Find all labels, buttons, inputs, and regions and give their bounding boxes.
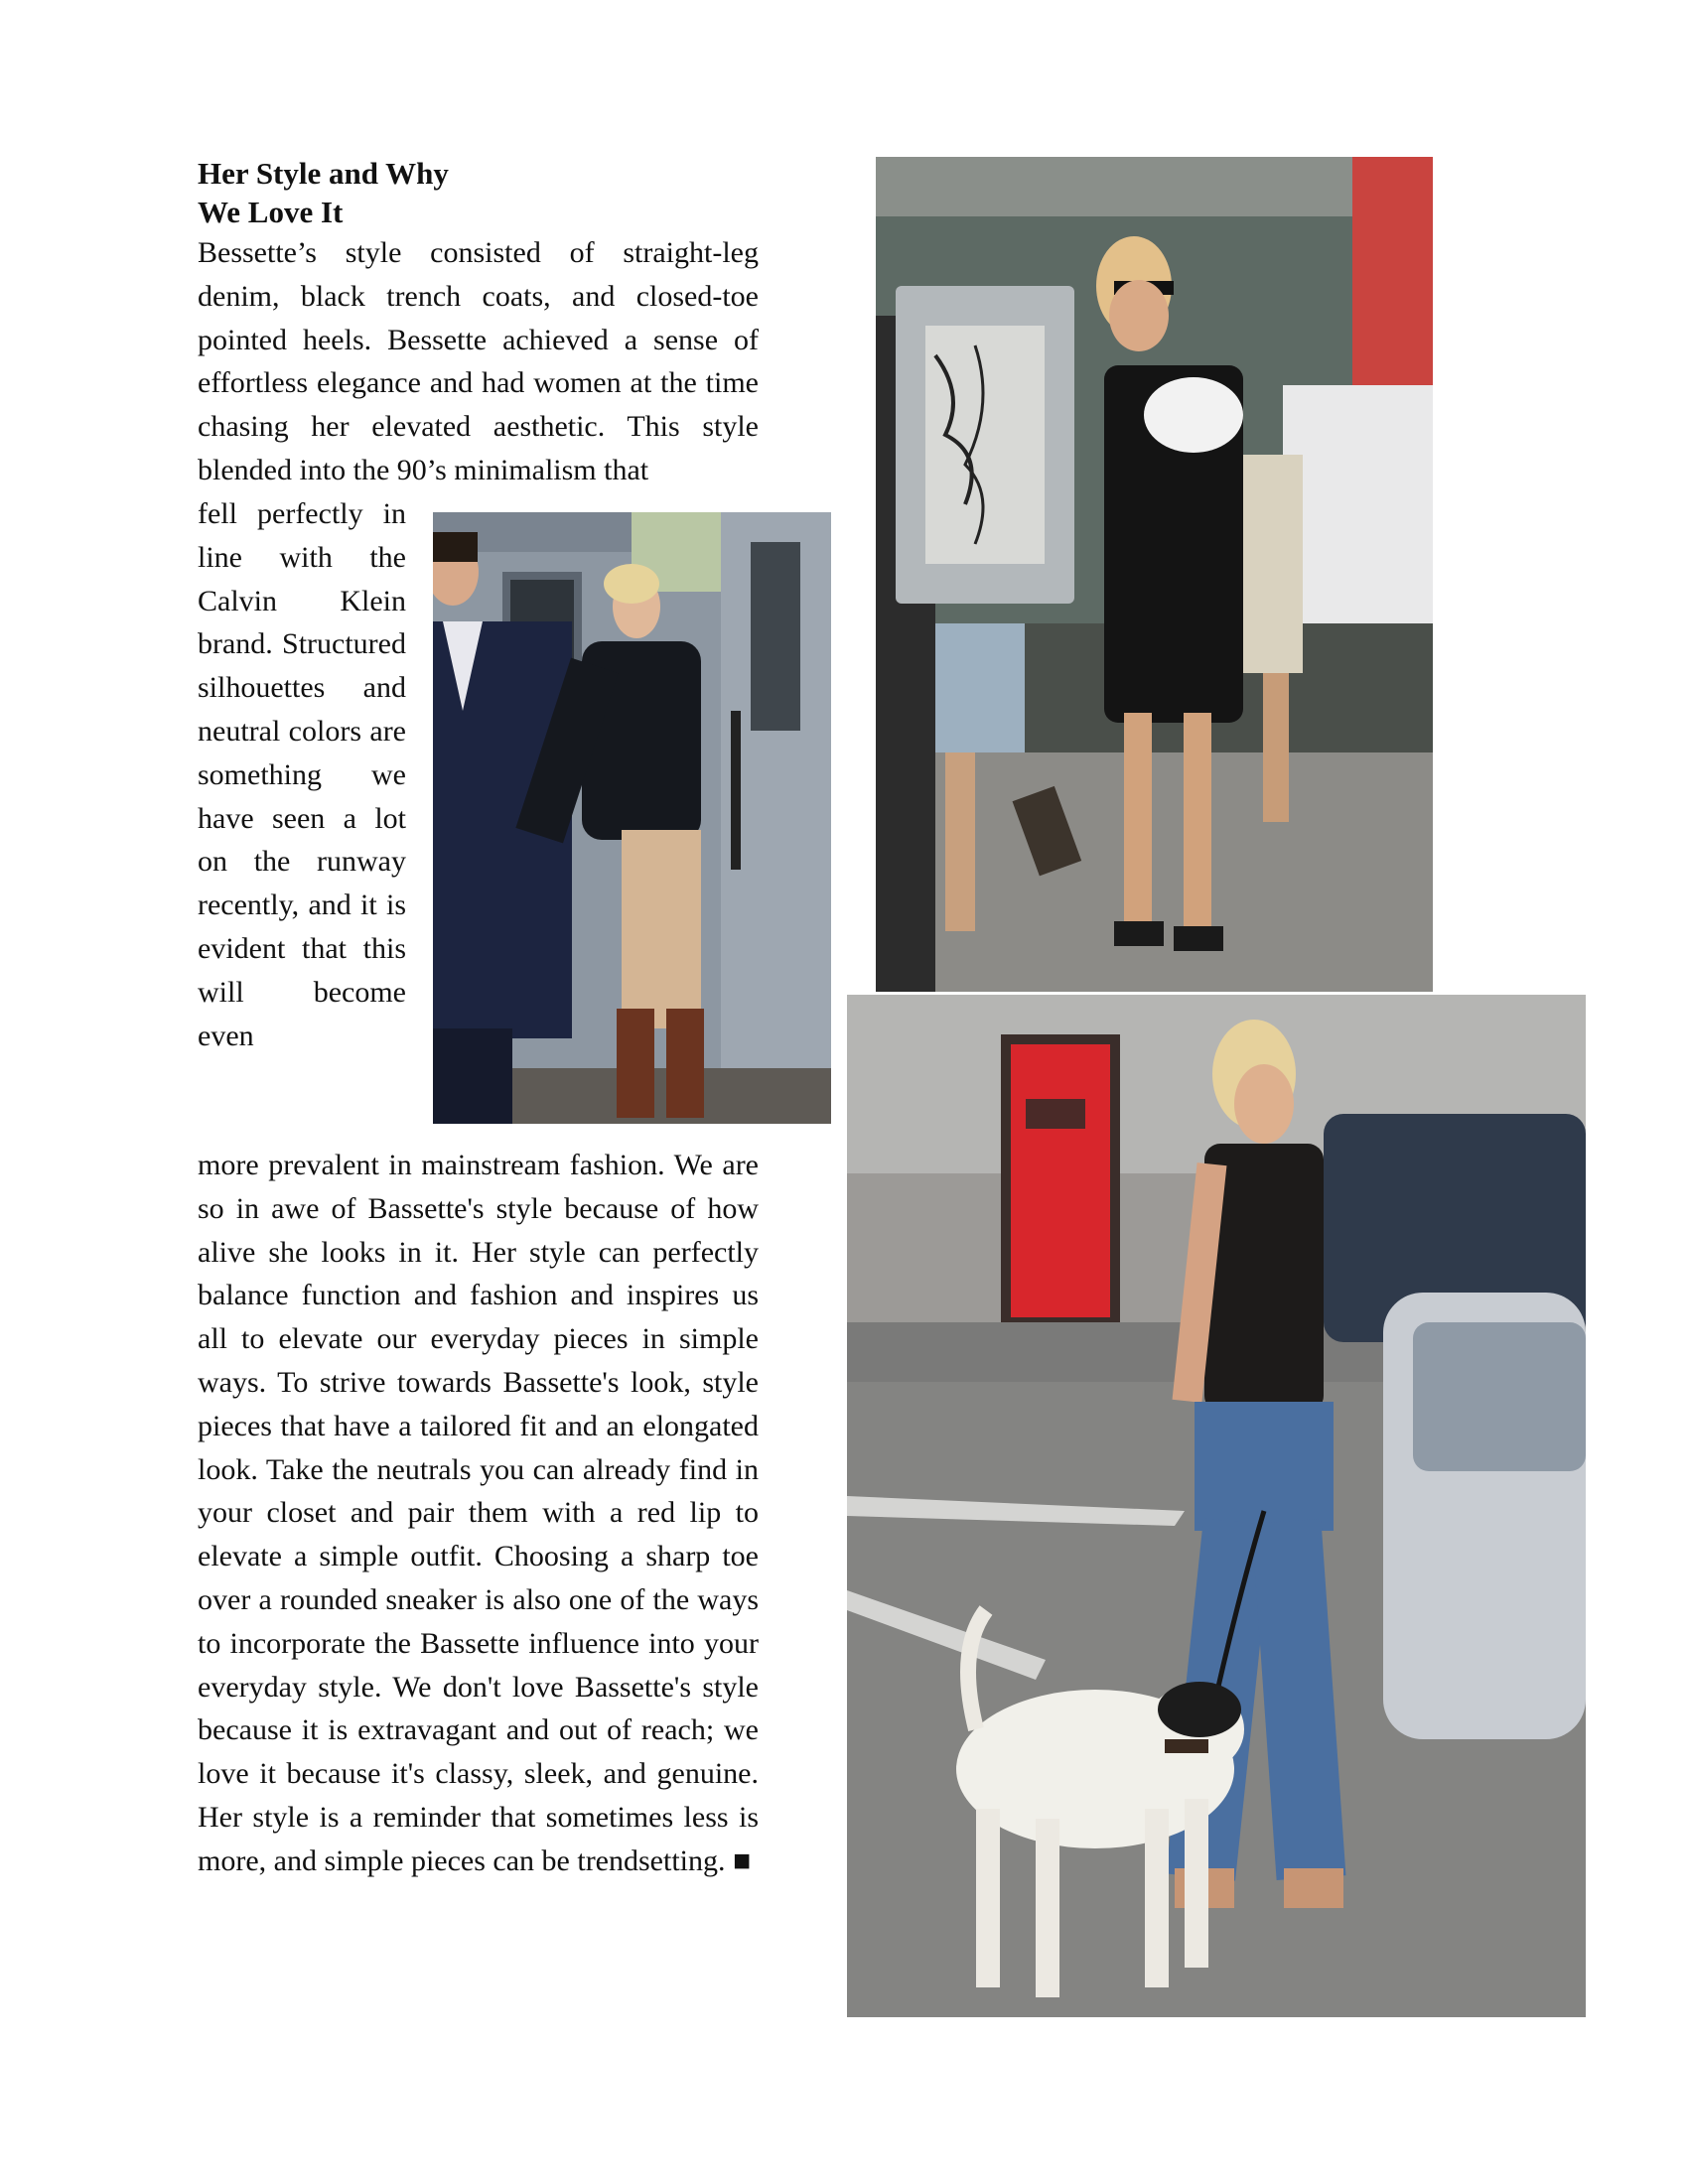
heading-line-2: We Love It xyxy=(198,195,344,229)
heading-line-1: Her Style and Why xyxy=(198,156,449,191)
intro-paragraph xyxy=(198,231,759,492)
photo-payphone-street xyxy=(876,157,1433,992)
intro-text: Bessette’s style consisted of straight-leg denim, black trench coats, and closed-toe pointed heels. Bessette achieved a sense of effortless elegance and had women at the time chasing her elevated aesthetic. This style blended into the 90’s minimalism that xyxy=(198,236,759,486)
wrapped-paragraph xyxy=(198,492,406,1057)
end-mark: ■ xyxy=(733,1843,752,1877)
body-paragraph xyxy=(198,1144,759,1883)
photo-walking-dog xyxy=(847,995,1586,2017)
wrap-text: fell perfectly in line with the Calvin Klein brand. Structured silhouettes and neutral colors are something we have seen a lot on the runway recently, and it is evident that this will become even xyxy=(198,497,406,1052)
article-heading xyxy=(198,154,449,231)
body-text: more prevalent in mainstream fashion. We are so in awe of Bassette's style because of how alive she looks in it. Her style can perfectly balance function and fashion and inspires us all to elevate our everyday pieces in simple ways. To strive towards Bassette's look, style pieces that have a tailored fit and an elongated look. Take the neutrals you can already find in your closet and pair them with a red lip to elevate a simple outfit. Choosing a sharp toe over a rounded sneaker is also one of the ways to incorporate the Bassette influence into your everyday style. We don't love Bassette's style because it is extravagant and out of reach; we love it because it's classy, sleek, and genuine. Her style is a reminder that sometimes less is more, and simple pieces can be trendsetting. xyxy=(198,1149,759,1877)
photo-couple-doorway xyxy=(433,512,831,1124)
